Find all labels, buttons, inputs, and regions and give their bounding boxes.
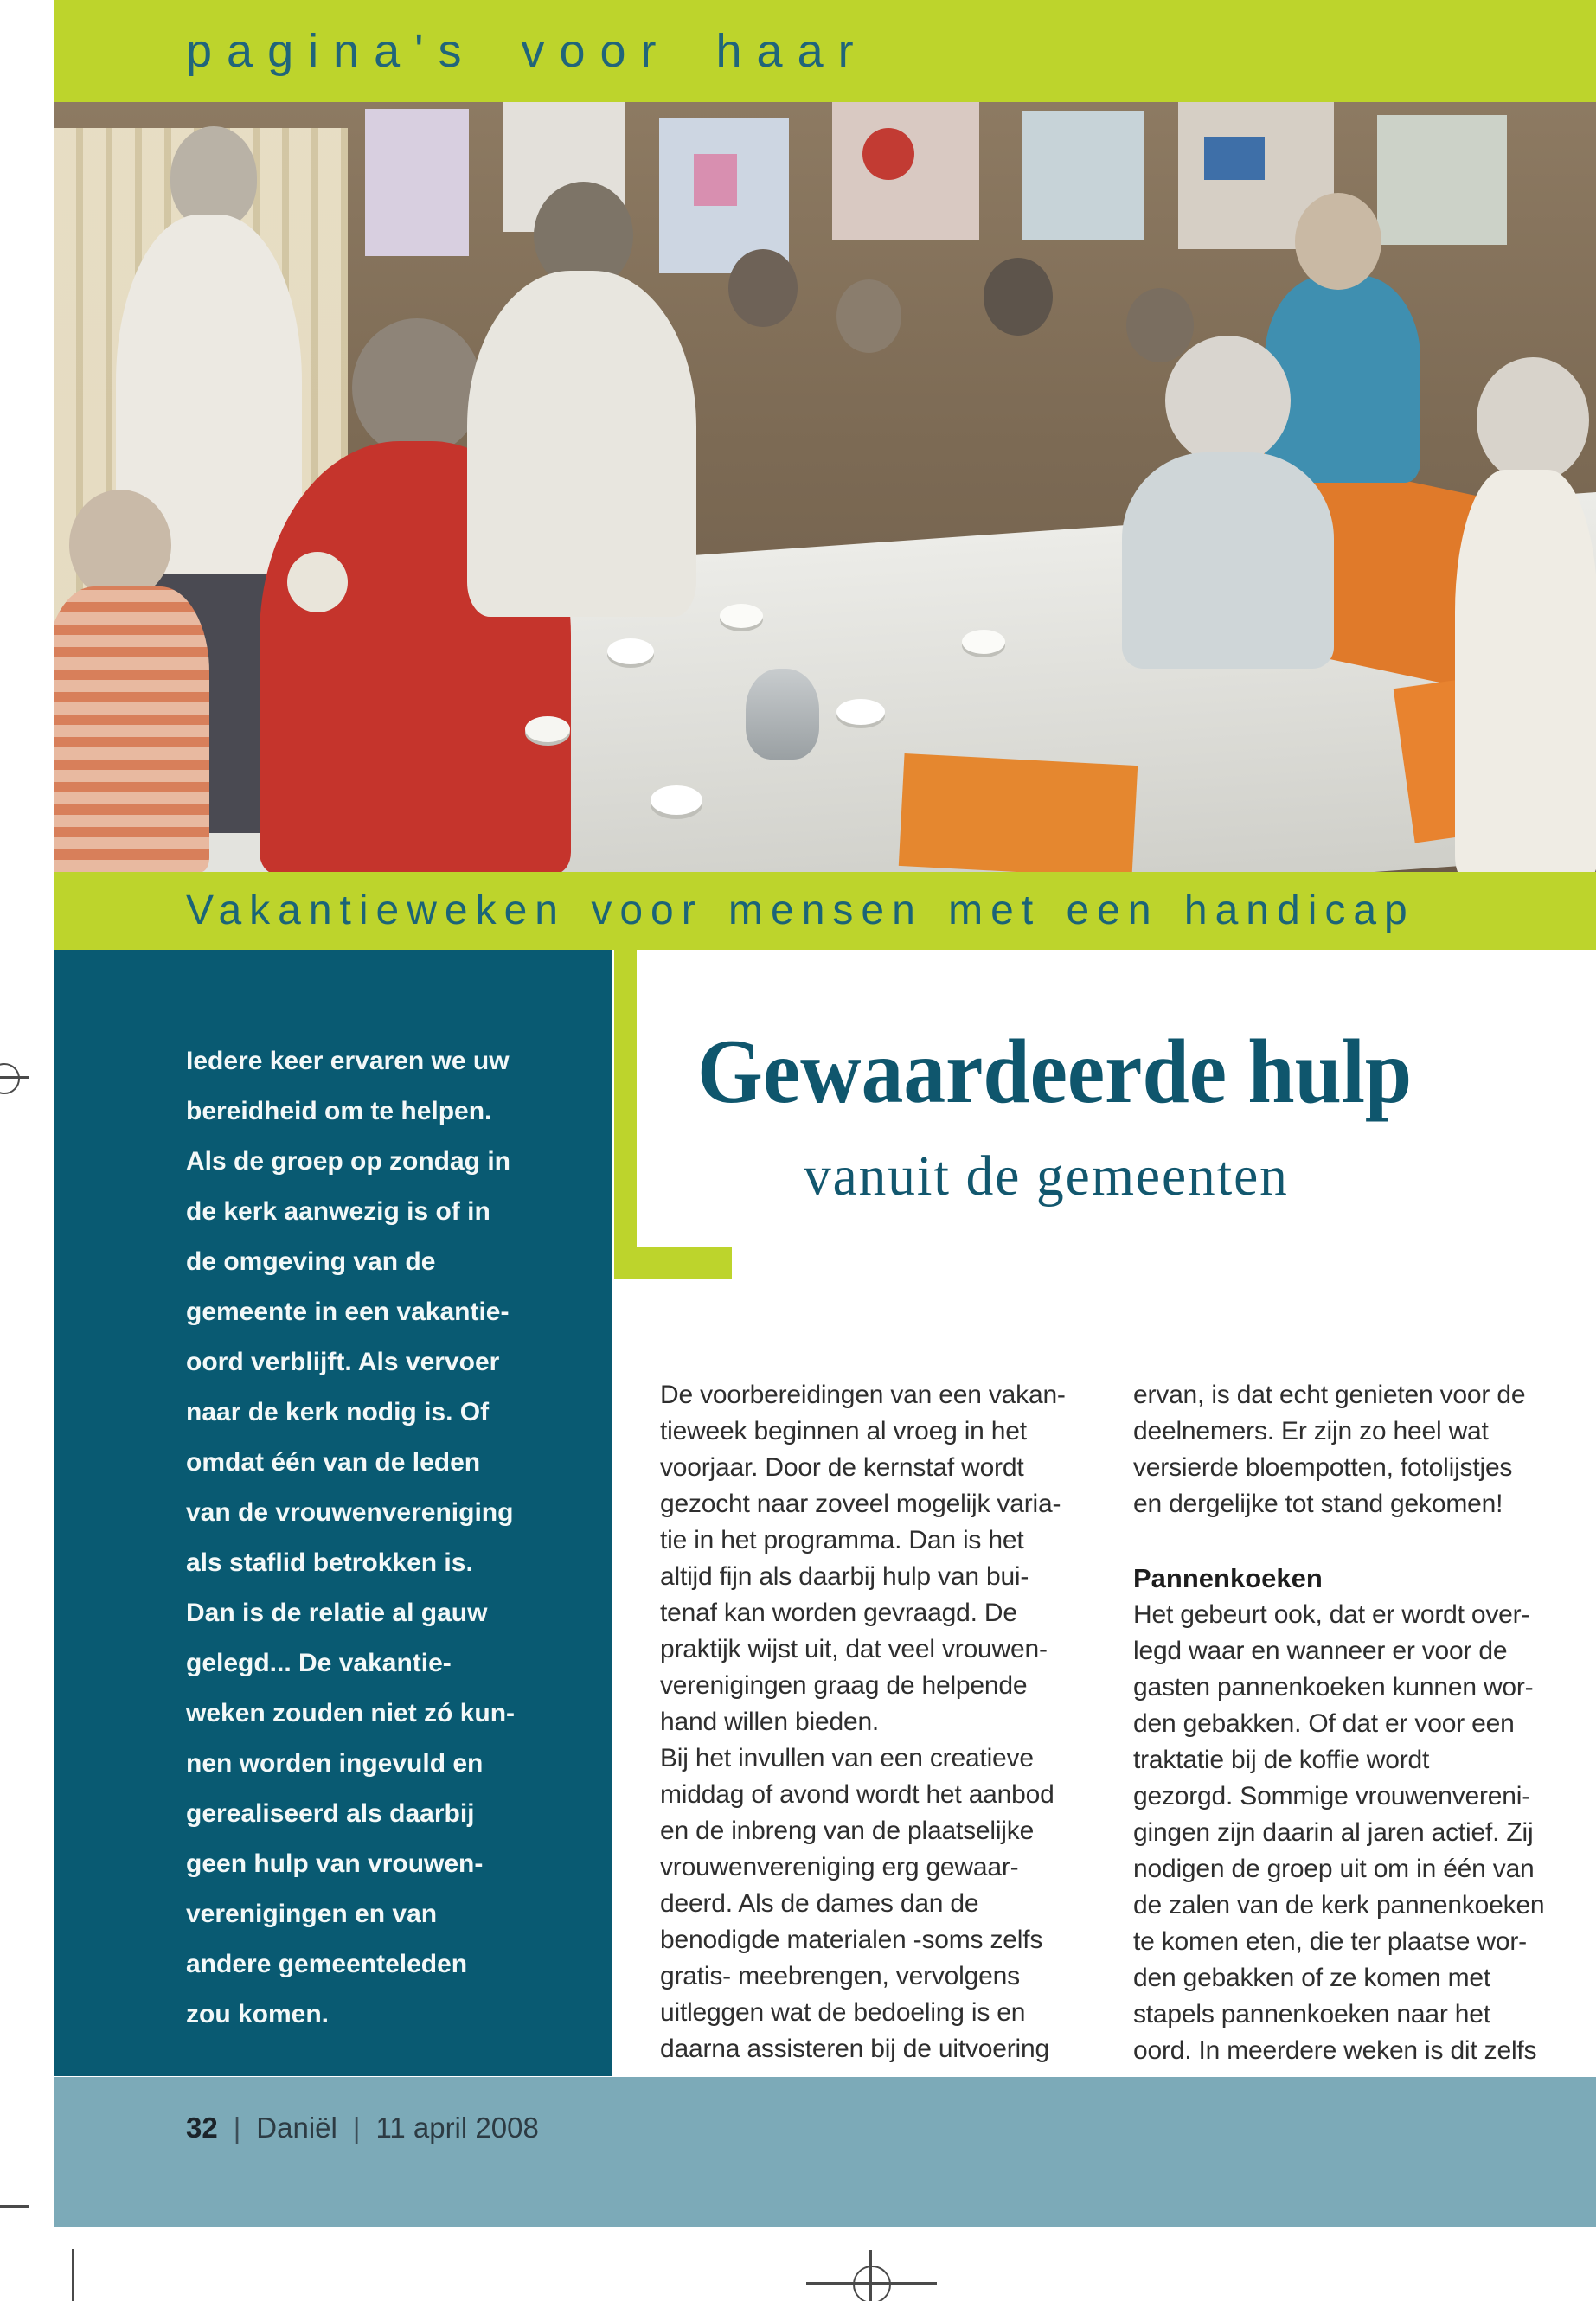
photo-person-head bbox=[1165, 336, 1291, 465]
photo-cup bbox=[836, 699, 885, 725]
text-line: Dan is de relatie al gauw bbox=[186, 1599, 488, 1627]
header-bar bbox=[54, 0, 1596, 102]
text-line: en de inbreng van de plaatselijke bbox=[660, 1817, 1035, 1845]
text-line: gezorgd. Sommige vrouwenvereni- bbox=[1133, 1782, 1531, 1811]
registration-mark-bottom-vertical bbox=[869, 2250, 872, 2301]
article-subtitle: vanuit de gemeenten bbox=[804, 1144, 1289, 1208]
crop-mark-bottom-left-horizontal bbox=[0, 2205, 29, 2208]
column2-subheading: Pannenkoeken bbox=[1133, 1563, 1323, 1593]
text-line: altijd fijn als daarbij hulp van bui- bbox=[660, 1562, 1029, 1591]
text-line: traktatie bij de koffie wordt bbox=[1133, 1746, 1430, 1774]
photo-person-head bbox=[1295, 193, 1381, 290]
photo-person-torso-blue bbox=[1265, 275, 1420, 483]
photo-person-head bbox=[728, 249, 798, 327]
text-line: te komen eten, die ter plaatse wor- bbox=[1133, 1927, 1527, 1956]
text-line: Het gebeurt ook, dat er wordt over- bbox=[1133, 1600, 1530, 1629]
article-column-2 bbox=[1133, 1377, 1574, 2069]
text-line: en dergelijke tot stand gekomen! bbox=[1133, 1490, 1503, 1518]
text-line: oord verblijft. Als vervoer bbox=[186, 1348, 500, 1376]
text-line: gingen zijn daarin al jaren actief. Zij bbox=[1133, 1818, 1534, 1847]
photo-wall-art bbox=[365, 109, 469, 256]
text-line: versierde bloempotten, fotolijstjes bbox=[1133, 1453, 1513, 1482]
text-line: legd waar en wanneer er voor de bbox=[1133, 1637, 1508, 1665]
text-line: weken zouden niet zó kun- bbox=[186, 1699, 516, 1727]
text-line: tenaf kan worden gevraagd. De bbox=[660, 1599, 1017, 1627]
text-line: gelegd... De vakantie- bbox=[186, 1649, 452, 1677]
footer-separator: | bbox=[352, 2112, 361, 2144]
text-line: hand willen bieden. bbox=[660, 1708, 880, 1736]
footer-date: 11 april 2008 bbox=[375, 2112, 539, 2144]
text-line: nen worden ingevuld en bbox=[186, 1749, 484, 1778]
photo-person-torso bbox=[467, 271, 696, 617]
text-line: tie in het programma. Dan is het bbox=[660, 1526, 1024, 1554]
text-line: van de vrouwenvereniging bbox=[186, 1498, 514, 1527]
photo-wall-art bbox=[1377, 115, 1507, 245]
section-banner bbox=[54, 872, 1596, 950]
text-line: gratis- meebrengen, vervolgens bbox=[660, 1962, 1020, 1990]
photo-cup bbox=[525, 716, 570, 742]
text-line: oord. In meerdere weken is dit zelfs bbox=[1133, 2036, 1537, 2065]
text-line: stapels pannenkoeken naar het bbox=[1133, 2000, 1490, 2029]
text-line: gasten pannenkoeken kunnen wor- bbox=[1133, 1673, 1534, 1702]
text-line: vrouwenvereniging erg gewaar- bbox=[660, 1853, 1019, 1881]
photo-person-torso bbox=[1455, 470, 1596, 872]
text-line: nodigen de groep uit om in één van bbox=[1133, 1855, 1535, 1883]
article-column-1 bbox=[660, 1377, 1101, 2067]
text-line: daarna assisteren bij de uitvoering bbox=[660, 2035, 1049, 2063]
photo-cup bbox=[720, 604, 763, 628]
text-line: omdat één van de leden bbox=[186, 1448, 481, 1477]
photo-wall-art-accent bbox=[862, 128, 914, 180]
photo-wall-art bbox=[1022, 111, 1144, 240]
photo-cup bbox=[962, 630, 1005, 654]
column2-paragraph-1 bbox=[1133, 1377, 1574, 1522]
text-line: geen hulp van vrouwen- bbox=[186, 1849, 484, 1878]
text-line: deelnemers. Er zijn zo heel wat bbox=[1133, 1417, 1489, 1445]
footer-page-number: 32 bbox=[186, 2112, 218, 2144]
column2-paragraph-2 bbox=[1133, 1597, 1574, 2069]
article-title: Gewaardeerde hulp bbox=[697, 1021, 1413, 1122]
text-line: den gebakken. Of dat er voor een bbox=[1133, 1709, 1515, 1738]
footer-band bbox=[54, 2077, 1596, 2227]
intro-sidebar-text bbox=[186, 1036, 601, 2040]
text-line: de omgeving van de bbox=[186, 1247, 436, 1276]
photo-person-head bbox=[352, 318, 482, 457]
text-line: Als de groep op zondag in bbox=[186, 1147, 510, 1176]
text-line: gemeente in een vakantie- bbox=[186, 1298, 510, 1326]
text-line: zou komen. bbox=[186, 2000, 330, 2029]
text-line: Iedere keer ervaren we uw bbox=[186, 1047, 510, 1075]
section-banner-title: Vakantieweken voor mensen met een handicap bbox=[186, 888, 1415, 933]
photo-person-torso bbox=[1122, 452, 1334, 669]
photo-person-torso-striped bbox=[54, 586, 209, 872]
text-line: bereidheid om te helpen. bbox=[186, 1097, 492, 1125]
photo-teapot bbox=[746, 669, 819, 760]
photo-person-head bbox=[836, 279, 901, 353]
title-accent-bar-foot bbox=[614, 1247, 732, 1279]
intro-sidebar bbox=[54, 950, 612, 2076]
photo-person-head bbox=[69, 490, 171, 600]
photo-wall-art-accent bbox=[694, 154, 737, 206]
photo-cup bbox=[607, 638, 654, 664]
page-section-title: pagina's voor haar bbox=[186, 25, 869, 77]
photo-wall-art-accent bbox=[1204, 137, 1265, 180]
footer-separator: | bbox=[233, 2112, 241, 2144]
event-photo bbox=[54, 102, 1596, 872]
text-line: de kerk aanwezig is of in bbox=[186, 1197, 490, 1226]
photo-person-head bbox=[984, 258, 1053, 336]
photo-cup bbox=[651, 785, 702, 815]
photo-person-head bbox=[170, 126, 257, 228]
footer-line bbox=[186, 2112, 539, 2144]
title-accent-bar bbox=[614, 950, 637, 1279]
text-line: den gebakken of ze komen met bbox=[1133, 1964, 1490, 1992]
text-line: middag of avond wordt het aanbod bbox=[660, 1780, 1054, 1809]
text-line: de zalen van de kerk pannenkoeken bbox=[1133, 1891, 1545, 1920]
photo-orange-paper bbox=[899, 753, 1138, 872]
text-line: deerd. Als de dames dan de bbox=[660, 1889, 979, 1918]
text-line: gerealiseerd als daarbij bbox=[186, 1799, 475, 1828]
text-line: ervan, is dat echt genieten voor de bbox=[1133, 1381, 1526, 1409]
text-line: naar de kerk nodig is. Of bbox=[186, 1398, 490, 1426]
text-line: andere gemeenteleden bbox=[186, 1950, 468, 1978]
text-line: Bij het invullen van een creatieve bbox=[660, 1744, 1034, 1772]
text-line: verenigingen graag de helpende bbox=[660, 1671, 1028, 1700]
registration-mark-left-line bbox=[0, 1076, 29, 1079]
text-line: benodigde materialen -soms zelfs bbox=[660, 1926, 1043, 1954]
crop-mark-bottom-left-vertical bbox=[72, 2249, 74, 2301]
registration-mark-left-circle bbox=[0, 1063, 20, 1094]
photo-person-head bbox=[1126, 288, 1194, 362]
text-line: als staflid betrokken is. bbox=[186, 1548, 473, 1577]
text-line: praktijk wijst uit, dat veel vrouwen- bbox=[660, 1635, 1048, 1663]
text-line: tieweek beginnen al vroeg in het bbox=[660, 1417, 1027, 1445]
text-line: uitleggen wat de bedoeling is en bbox=[660, 1998, 1026, 2027]
footer-magazine-title: Daniël bbox=[256, 2112, 337, 2144]
text-line: De voorbereidingen van een vakan- bbox=[660, 1381, 1066, 1409]
photo-person-head bbox=[1477, 357, 1589, 483]
text-line: gezocht naar zoveel mogelijk varia- bbox=[660, 1490, 1061, 1518]
text-line: verenigingen en van bbox=[186, 1900, 438, 1928]
text-line: voorjaar. Door de kernstaf wordt bbox=[660, 1453, 1024, 1482]
paragraph-spacer bbox=[1133, 1522, 1574, 1561]
photo-logo-badge bbox=[287, 552, 348, 612]
